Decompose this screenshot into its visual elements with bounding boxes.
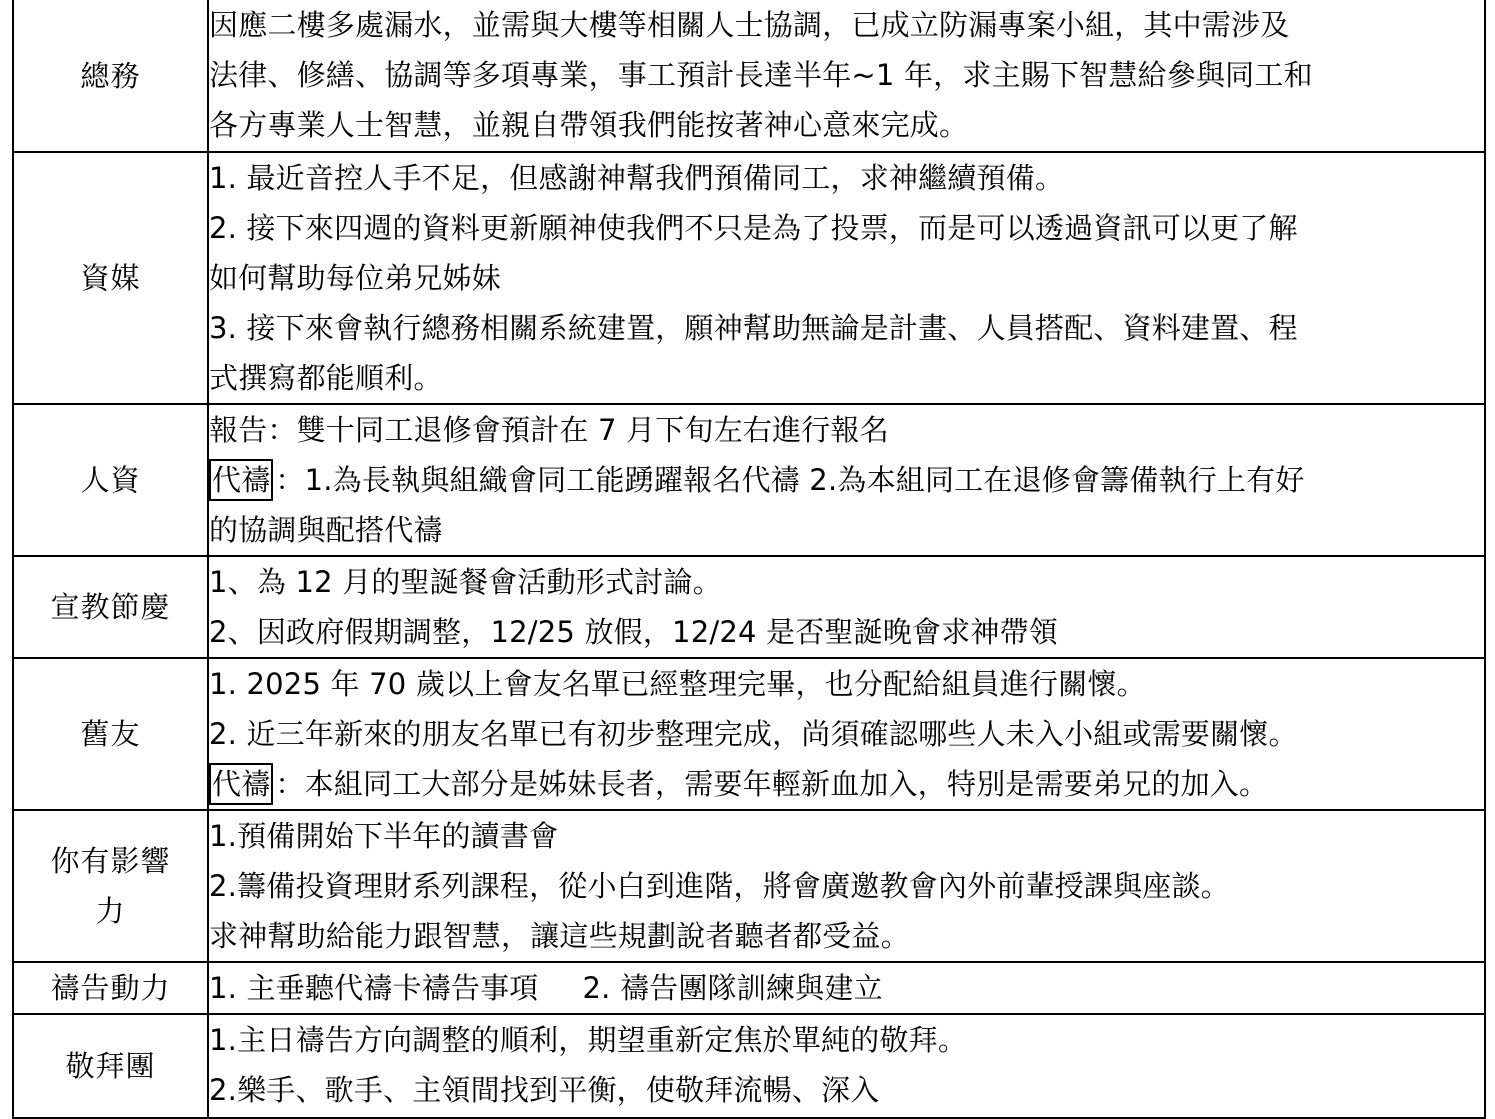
content-cell: [208, 810, 1485, 962]
table-row-human-resources: [13, 404, 1485, 556]
prayer-tag-box: 代禱: [209, 763, 273, 805]
content-line: 1、為 12 月的聖誕餐會活動形式討論。: [209, 565, 722, 599]
table-row-worship-team: [13, 1014, 1485, 1118]
content-line: 的協調與配搭代禱: [209, 513, 443, 547]
dept-cell: [13, 556, 208, 658]
content-cell: [208, 658, 1485, 810]
table-row-general-affairs: [13, 0, 1485, 152]
dept-cell: [13, 404, 208, 556]
dept-cell: [13, 962, 208, 1014]
table-row-you-have-influence: [13, 810, 1485, 962]
dept-cell: [13, 810, 208, 962]
content-cell: [208, 0, 1485, 152]
content-text: ：1.為長執與組織會同工能踴躍報名代禱 2.為本組同工在退修會籌備執行上有好: [275, 463, 1305, 497]
prayer-tag-box: 代禱: [209, 459, 273, 501]
table-row-old-friends: [13, 658, 1485, 810]
content-cell: [208, 404, 1485, 556]
dept-label-worship-team: 敬拜團: [65, 1049, 156, 1083]
dept-cell: [13, 658, 208, 810]
content-cell: [208, 962, 1485, 1014]
table-row-media: [13, 152, 1485, 404]
content-line: 報告：雙十同工退修會預計在 7 月下旬左右進行報名: [209, 413, 889, 447]
content-cell: [208, 556, 1485, 658]
content-line: 因應二樓多處漏水，並需與大樓等相關人士協調，已成立防漏專案小組，其中需涉及: [209, 8, 1290, 42]
table-row-missions-festivals: [13, 556, 1485, 658]
content-line: 如何幫助每位弟兄姊妹: [209, 261, 502, 295]
content-line: [209, 963, 1484, 1013]
content-item: 2. 禱告團隊訓練與建立: [582, 971, 883, 1005]
dept-label-prayer-power: 禱告動力: [50, 971, 171, 1005]
content-item: 1. 主垂聽代禱卡禱告事項: [209, 971, 539, 1005]
content-line: 2. 近三年新來的朋友名單已有初步整理完成，尚須確認哪些人未入小組或需要關懷。: [209, 717, 1298, 751]
content-line: 1. 最近音控人手不足，但感謝神幫我們預備同工，求神繼續預備。: [209, 161, 1065, 195]
dept-cell: [13, 1014, 208, 1118]
content-line: 求神幫助給能力跟智慧，讓這些規劃說者聽者都受益。: [209, 919, 910, 953]
dept-label-missions-festivals: 宣教節慶: [50, 590, 171, 624]
ministry-prayer-table: [12, 0, 1486, 1119]
table-row-prayer-power: [13, 962, 1485, 1014]
content-line: 各方專業人士智慧，並親自帶領我們能按著神心意來完成。: [209, 108, 969, 142]
dept-label-line: 你有影響: [50, 844, 171, 878]
content-line: 1.主日禱告方向調整的順利，期望重新定焦於單純的敬拜。: [209, 1023, 968, 1057]
dept-cell: [13, 0, 208, 152]
content-line: 2.樂手、歌手、主領間找到平衡，使敬拜流暢、深入: [209, 1073, 880, 1107]
dept-cell: [13, 152, 208, 404]
dept-label-media: 資媒: [80, 261, 141, 295]
content-line: 1. 2025 年 70 歲以上會友名單已經整理完畢，也分配給組員進行關懷。: [209, 667, 1146, 701]
content-cell: [208, 152, 1485, 404]
content-line: 3. 接下來會執行總務相關系統建置，願神幫助無論是計畫、人員搭配、資料建置、程: [209, 311, 1298, 345]
dept-label-general-affairs: 總務: [80, 58, 141, 93]
content-line: 1.預備開始下半年的讀書會: [209, 819, 559, 853]
content-text: ：本組同工大部分是姊妹長者，需要年輕新血加入，特別是需要弟兄的加入。: [275, 767, 1269, 801]
content-line: 2. 接下來四週的資料更新願神使我們不只是為了投票，而是可以透過資訊可以更了解: [209, 211, 1298, 245]
content-line: 式撰寫都能順利。: [209, 361, 443, 395]
dept-label-line: 力: [95, 894, 126, 928]
dept-label-old-friends: 舊友: [80, 717, 141, 751]
dept-label-human-resources: 人資: [80, 463, 141, 497]
content-cell: [208, 1014, 1485, 1118]
content-line: 2、因政府假期調整，12/25 放假，12/24 是否聖誕晚會求神帶領: [209, 615, 1059, 649]
content-line: [209, 759, 1484, 809]
content-line: [209, 455, 1484, 505]
content-line: 法律、修繕、協調等多項專業，事工預計長達半年~1 年，求主賜下智慧給參與同工和: [209, 58, 1313, 92]
dept-label-you-have-influence: [36, 836, 184, 936]
content-line: 2.籌備投資理財系列課程，從小白到進階，將會廣邀教會內外前輩授課與座談。: [209, 869, 1230, 903]
